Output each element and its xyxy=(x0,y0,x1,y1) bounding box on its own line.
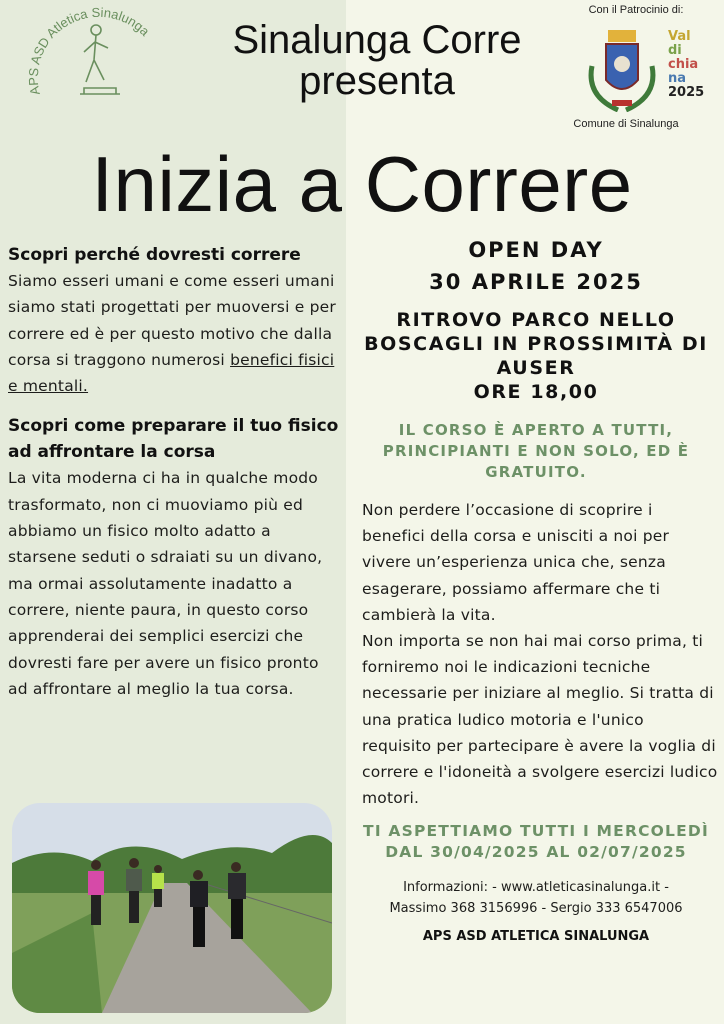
section1-title: Scopri perché dovresti correre xyxy=(8,245,301,265)
schedule-info: TI ASPETTIAMO TUTTI I MERCOLEDÌ DAL 30/04/2025 AL 02/07/2025 xyxy=(363,822,709,862)
brand-line-2: presenta xyxy=(299,59,455,103)
section2-text: La vita moderna ci ha in qualche modo trasformato, non ci muoviamo più ed abbiamo un fisico molto adatto a starsene seduti o sdraiati su un divano, ma ormai assolutamente inadatto a correre, niente paura, in questo corso apprenderai dei semplici esercizi che dovresti fare per avere un fisico pronto ad affrontare al meglio la tua corsa. xyxy=(8,469,323,698)
meeting-time: ORE 18,00 xyxy=(473,381,599,403)
club-logo xyxy=(22,2,172,110)
meeting-place: RITROVO PARCO NELLO BOSCAGLI IN PROSSIMITÀ DI AUSER xyxy=(364,309,708,379)
contact-info xyxy=(354,877,718,919)
section1-body: Siamo esseri umani e come esseri umani siamo stati progettati per muoversi e per correre ed è per questo motivo che dalla corsa si traggono numerosi xyxy=(8,272,336,369)
valdi-line-1: Val xyxy=(668,29,691,44)
course-info: IL CORSO È APERTO A TUTTI, PRINCIPIANTI E NON SOLO, ED È GRATUITO. xyxy=(382,421,690,481)
open-day-title: OPEN DAY xyxy=(468,238,604,262)
brand-line-1: Sinalunga Corre xyxy=(232,18,522,62)
page-headline: Inizia a Correre xyxy=(91,140,633,228)
valdichiana-2025-logo xyxy=(668,30,720,110)
comune-label: Comune di Sinalunga xyxy=(573,118,679,130)
contact-line-1: Informazioni: - www.atleticasinalunga.it - xyxy=(403,880,669,896)
valdi-line-3: chia xyxy=(668,57,699,72)
city-crest-icon xyxy=(582,26,662,112)
runner-statue-icon xyxy=(80,25,120,94)
left-column xyxy=(8,242,342,702)
footer-organization: APS ASD ATLETICA SINALUNGA xyxy=(422,929,650,945)
right-column xyxy=(354,234,718,944)
contact-line-2: Massimo 368 3156996 - Sergio 333 6547006 xyxy=(389,901,683,917)
runners-photo xyxy=(12,803,332,1013)
svg-text:APS ASD Atletica Sinalunga xyxy=(26,5,153,97)
paragraph-2: Non importa se non hai mai corso prima, ti forniremo noi le indicazioni tecniche necessarie per iniziare al meglio. Si tratta di una pratica ludico motoria e l'unico requisito per partecipare è avere la voglia di correre e l'idoneità a svolgere esercizi ludico motori. xyxy=(362,632,718,808)
valdi-line-5: 2025 xyxy=(668,85,705,100)
patronage-label: Con il Patrocinio di: xyxy=(588,4,684,16)
valdi-line-4: na xyxy=(668,71,687,86)
valdi-line-2: di xyxy=(668,43,682,58)
section2-title: Scopri come preparare il tuo fisico ad affrontare la corsa xyxy=(8,416,339,463)
section1-text xyxy=(8,268,342,399)
benefits-link[interactable]: benefici fisici e mentali. xyxy=(8,350,335,396)
event-date: 30 APRILE 2025 xyxy=(429,270,643,294)
paragraph-1: Non perdere l’occasione di scoprire i benefici della corsa e unisciti a noi per vivere un’esperienza unica che, senza esagerare, possiamo affermare che ti cambierà la vita. xyxy=(362,501,670,624)
logo-text: APS ASD Atletica Sinalunga xyxy=(25,4,153,97)
brand-title xyxy=(178,20,576,102)
